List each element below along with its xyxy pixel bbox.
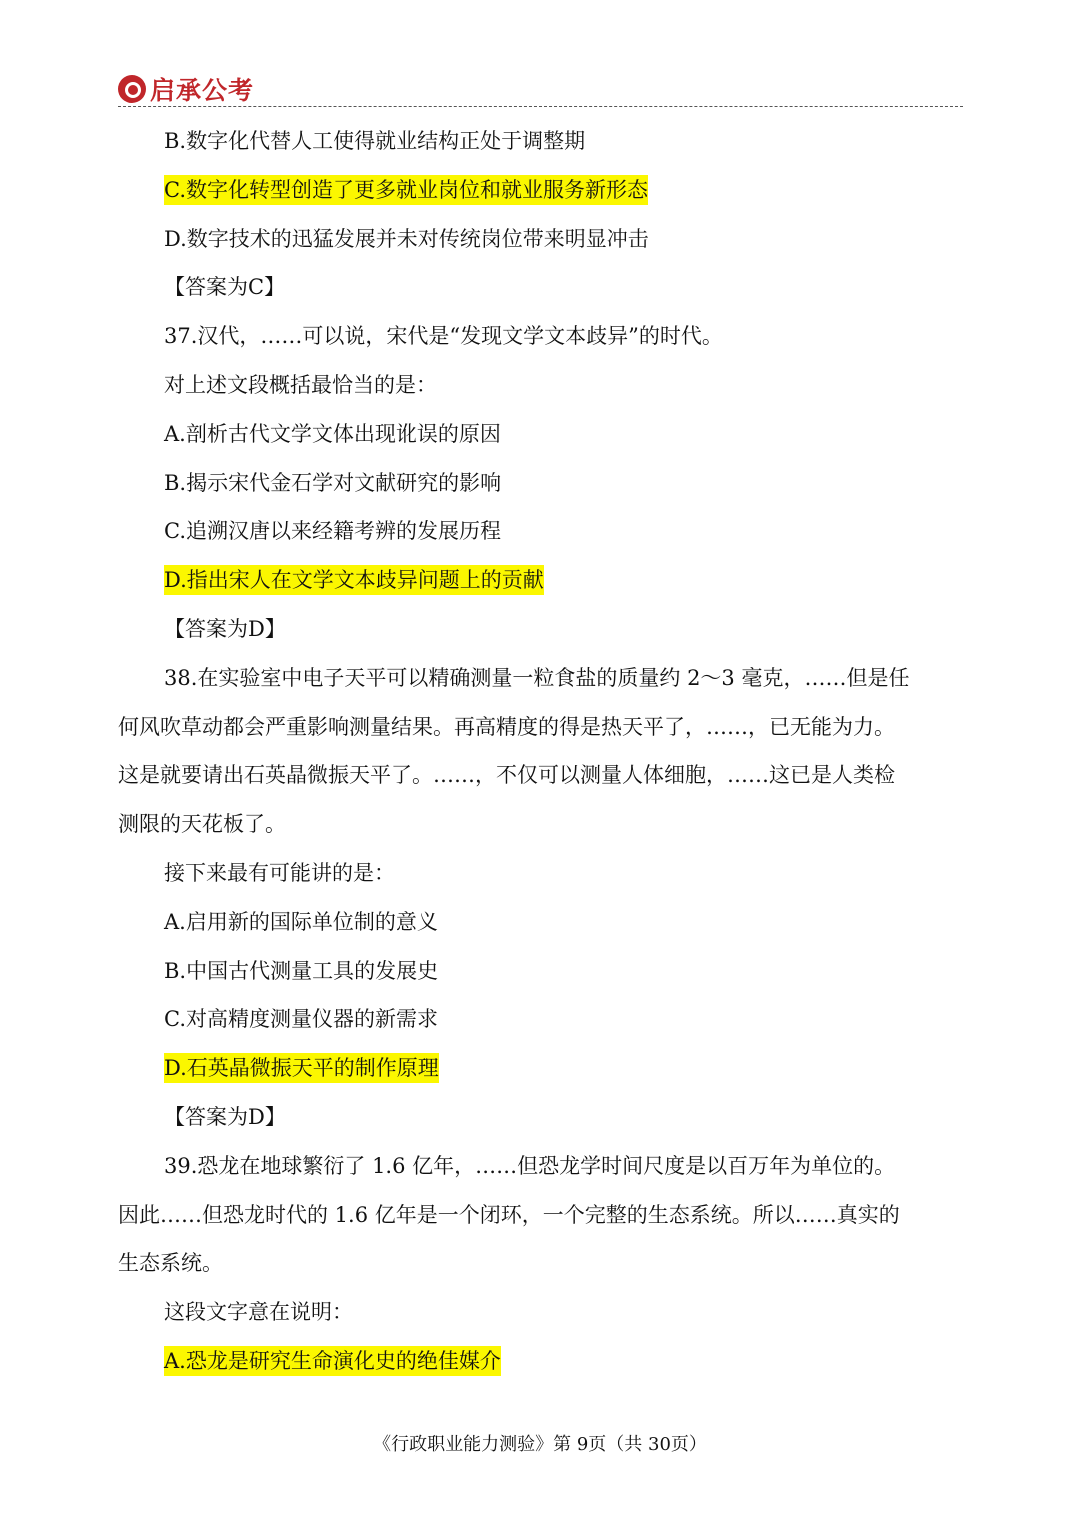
q39-option-a [118,1337,963,1386]
q38-stem-line: 何风吹草动都会严重影响测量结果。再高精度的得是热天平了，……，已无能为力。 [118,714,895,739]
q39-stem-line: 生态系统。 [118,1251,223,1276]
page-footer: 《行政职业能力测验》第 9页（共 30页） [373,1434,707,1455]
highlighted-answer: D.指出宋人在文学文本歧异问题上的贡献 [164,565,544,595]
q36-option-b: B.数字化代替人工使得就业结构正处于调整期 [164,129,586,153]
q37-option-d [118,556,963,605]
q38-option-d [118,1044,963,1093]
logo-text: 启承公考 [150,76,255,105]
q37-option-c: C.追溯汉唐以来经籍考辨的发展历程 [164,519,501,544]
q38-stem-line: 测限的天花板了。 [118,812,286,837]
q39-stem-line: 39.恐龙在地球繁衍了 1.6 亿年，……但恐龙学时间尺度是以百万年为单位的。 [164,1153,896,1178]
q37-answer: 【答案为D】 [164,616,286,641]
highlighted-answer: D.石英晶微振天平的制作原理 [164,1053,439,1083]
brand-logo [118,72,254,106]
highlighted-answer: C.数字化转型创造了更多就业岗位和就业服务新形态 [164,175,648,205]
header-divider [118,106,963,107]
q39-stem-line: 因此……但恐龙时代的 1.6 亿年是一个闭环，一个完整的生态系统。所以……真实的 [118,1202,900,1227]
logo-icon [118,75,146,103]
q39-question: 这段文字意在说明： [164,1300,353,1325]
q36-option-c [118,166,963,215]
q36-answer: 【答案为C】 [164,275,286,300]
q37-stem: 37.汉代，……可以说，宋代是“发现文学文本歧异”的时代。 [164,324,723,349]
q38-option-b: B.中国古代测量工具的发展史 [164,958,439,983]
q38-option-a: A.启用新的国际单位制的意义 [164,909,438,934]
q37-option-b: B.揭示宋代金石学对文献研究的影响 [164,470,502,495]
document-body [118,117,963,1386]
q38-answer: 【答案为D】 [164,1104,286,1129]
q38-question: 接下来最有可能讲的是： [164,860,395,885]
q38-option-c: C.对高精度测量仪器的新需求 [164,1007,438,1032]
page-header [118,72,963,106]
q37-option-a: A.剖析古代文学文体出现讹误的原因 [164,421,501,446]
q38-stem-line: 这是就要请出石英晶微振天平了。……，不仅可以测量人体细胞，……这已是人类检 [118,763,895,788]
q38-stem-line: 38.在实验室中电子天平可以精确测量一粒食盐的质量约 2～3 毫克，……但是任 [164,665,910,690]
q37-question: 对上述文段概括最恰当的是： [164,372,437,397]
highlighted-answer: A.恐龙是研究生命演化史的绝佳媒介 [164,1346,501,1376]
q36-option-d: D.数字技术的迅猛发展并未对传统岗位带来明显冲击 [164,226,649,251]
